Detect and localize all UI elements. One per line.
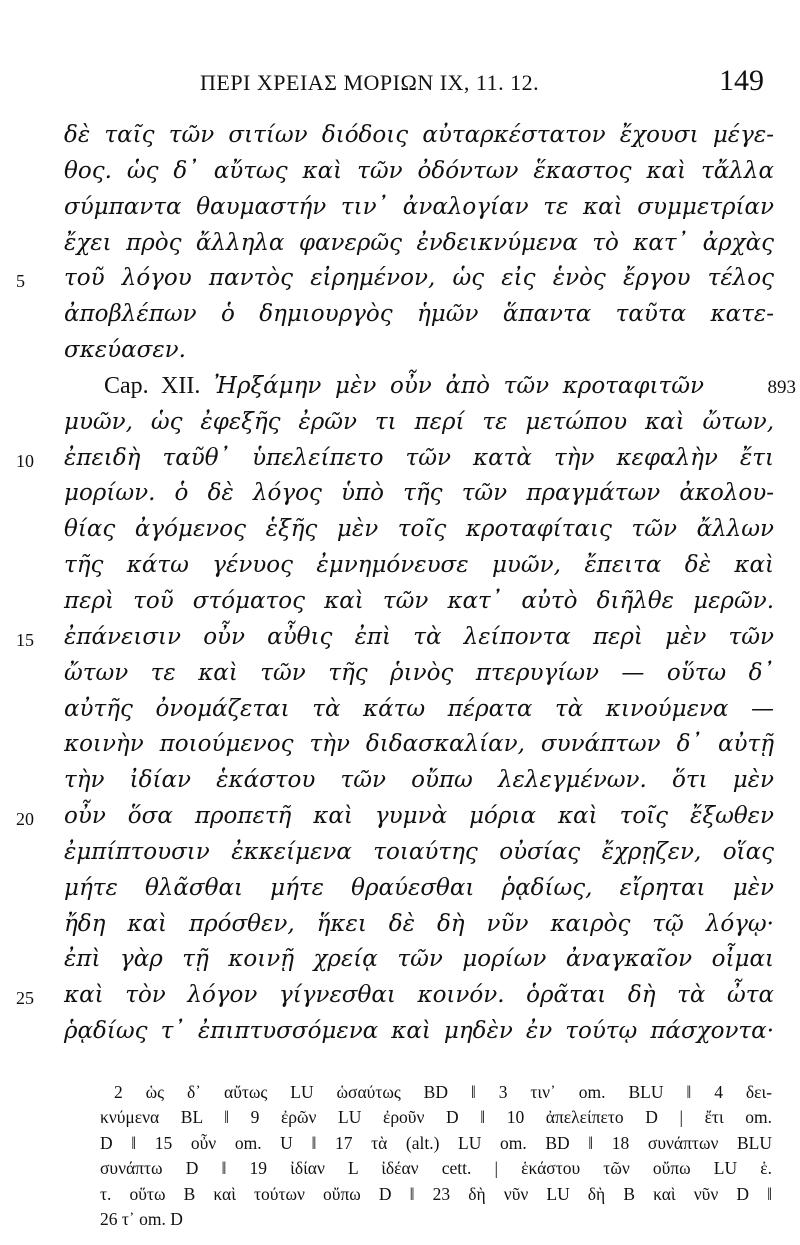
page-number: 149 [719,64,764,97]
text-line [0,297,800,333]
text-line [0,727,800,763]
text-line [0,441,800,477]
line-text: περὶ τοῦ στόματος καὶ τῶν κατ᾽ αὐτὸ διῆλθε μερῶν. [64,587,774,614]
running-title: ΠΕΡΙ ΧΡΕΙΑΣ ΜΟΡΙΩΝ IX, 11. 12. [200,70,540,95]
text-line [0,978,800,1014]
line-number: 10 [16,450,34,471]
chapter-line [104,369,704,403]
text-line [0,261,800,297]
text-line [0,405,800,441]
line-text: μήτε θλᾶσθαι μήτε θραύεσθαι ῥᾳδίως, εἴρηται μὲν [64,874,774,901]
text-line [0,476,800,512]
line-text: ῥᾳδίως τ᾽ ἐπιπτυσσόμενα καὶ μηδὲν ἐν τούτῳ πάσχοντα· [64,1018,774,1045]
text-line [0,656,800,692]
footnote-line: τ. οὕτω B καὶ τούτων οὔπω D ‖ 23 δὴ νῦν LU δὴ B καὶ νῦν D ‖ [100,1183,772,1204]
line-number: 20 [16,809,34,830]
chapter-heading: Cap. XII. [104,372,201,399]
text-line [0,907,800,943]
text-line [0,548,800,584]
line-text: θίας ἀγόμενος ἑξῆς μὲν τοῖς κροταφίταις τῶν ἄλλων [64,516,774,543]
line-text: ἐμπίπτουσιν ἐκκείμενα τοιαύτης οὐσίας ἔχρῃζεν, οἵας [64,838,774,865]
text-line [0,369,800,405]
text-line [0,333,800,369]
text-line [0,512,800,548]
footnote-line: συνάπτω D ‖ 19 ἰδίαν L ἰδέαν cett. | ἑκάστου τῶν οὔπω LU ἑ. [100,1158,772,1179]
text-line [0,1014,800,1050]
text-line [0,692,800,728]
line-number: 5 [16,271,25,292]
line-text: μυῶν, ὡς ἐφεξῆς ἐρῶν τι περί τε μετώπου καὶ ὤτων, [64,408,774,435]
text-line [0,871,800,907]
main-text [0,118,800,1050]
line-text: Ἠρξάμην μὲν οὖν ἀπὸ τῶν κροταφιτῶν [214,372,705,399]
footnote-line: 2 ὡς δ᾽ αὔτως LU ὡσαύτως BD ‖ 3 τιν᾽ om. BLU ‖ 4 δει- [114,1082,772,1102]
line-text: κοινὴν ποιούμενος τὴν διδασκαλίαν, συνάπτων δ᾽ αὐτῇ [64,731,774,758]
text-line [0,620,800,656]
line-text: ἐπάνεισιν οὖν αὖθις ἐπὶ τὰ λείποντα περὶ μὲν τῶν [64,623,774,650]
text-line [0,190,800,226]
line-text: μορίων. ὁ δὲ λόγος ὑπὸ τῆς τῶν πραγμάτων ἀκολου- [64,480,774,507]
footnote-line: 26 τ᾽ om. D [100,1208,183,1229]
text-line [0,763,800,799]
text-line [0,584,800,620]
footnote-line: κνύμενα BL ‖ 9 ἐρῶν LU ἐροῦν D ‖ 10 ἀπελείπετο D | ἔτι om. [100,1107,772,1128]
line-text: τοῦ λόγου παντὸς εἰρημένον, ὡς εἰς ἑνὸς ἔργου τέλος [64,265,774,292]
footnote-line: D ‖ 15 οὖν om. U ‖ 17 τὰ (alt.) LU om. BD ‖ 18 συνάπτων BLU [100,1132,772,1153]
line-number: 25 [16,988,34,1009]
line-text: σύμπαντα θαυμαστήν τιν᾽ ἀναλογίαν τε καὶ συμμετρίαν [64,193,774,220]
line-text: ὤτων τε καὶ τῶν τῆς ῥινὸς πτερυγίων — οὕτω δ᾽ [64,659,774,686]
critical-apparatus [100,1080,772,1232]
text-line [0,942,800,978]
line-text: ἀποβλέπων ὁ δημιουργὸς ἡμῶν ἅπαντα ταῦτα κατε- [64,301,774,328]
page-header [0,64,800,104]
line-text: ἐπὶ γὰρ τῇ κοινῇ χρείᾳ τῶν μορίων ἀναγκαῖον οἶμαι [64,946,774,973]
line-text: ἤδη καὶ πρόσθεν, ἥκει δὲ δὴ νῦν καιρὸς τῷ λόγῳ· [64,910,774,937]
line-text: οὖν ὅσα προπετῆ καὶ γυμνὰ μόρια καὶ τοῖς ἔξωθεν [64,803,774,830]
line-text: δὲ ταῖς τῶν σιτίων διόδοις αὐταρκέστατον ἔχουσι μέγε- [64,122,774,148]
line-text: ἔχει πρὸς ἄλληλα φανερῶς ἐνδεικνύμενα τὸ κατ᾽ ἀρχὰς [64,229,774,256]
line-text: θος. ὡς δ᾽ αὔτως καὶ τῶν ὀδόντων ἕκαστος καὶ τἄλλα [64,157,774,184]
line-text: αὐτῆς ὀνομάζεται τὰ κάτω πέρατα τὰ κινούμενα — [64,695,774,722]
text-line [0,226,800,262]
line-text: τῆς κάτω γένυος ἐμνημόνευσε μυῶν, ἔπειτα δὲ καὶ [64,552,774,579]
text-line [0,835,800,871]
text-line [0,118,800,154]
margin-page-reference: 893 [767,376,796,398]
line-text: ἐπειδὴ ταῦθ᾽ ὑπελείπετο τῶν κατὰ τὴν κεφαλὴν ἔτι [64,444,774,471]
line-text: σκεύασεν. [64,337,186,364]
line-number: 15 [16,629,34,650]
line-text: τὴν ἰδίαν ἑκάστου τῶν οὔπω λελεγμένων. ὅτι μὲν [64,767,774,794]
line-text: καὶ τὸν λόγον γίγνεσθαι κοινόν. ὁρᾶται δὴ τὰ ὦτα [64,982,774,1009]
text-line [0,799,800,835]
text-line [0,154,800,190]
